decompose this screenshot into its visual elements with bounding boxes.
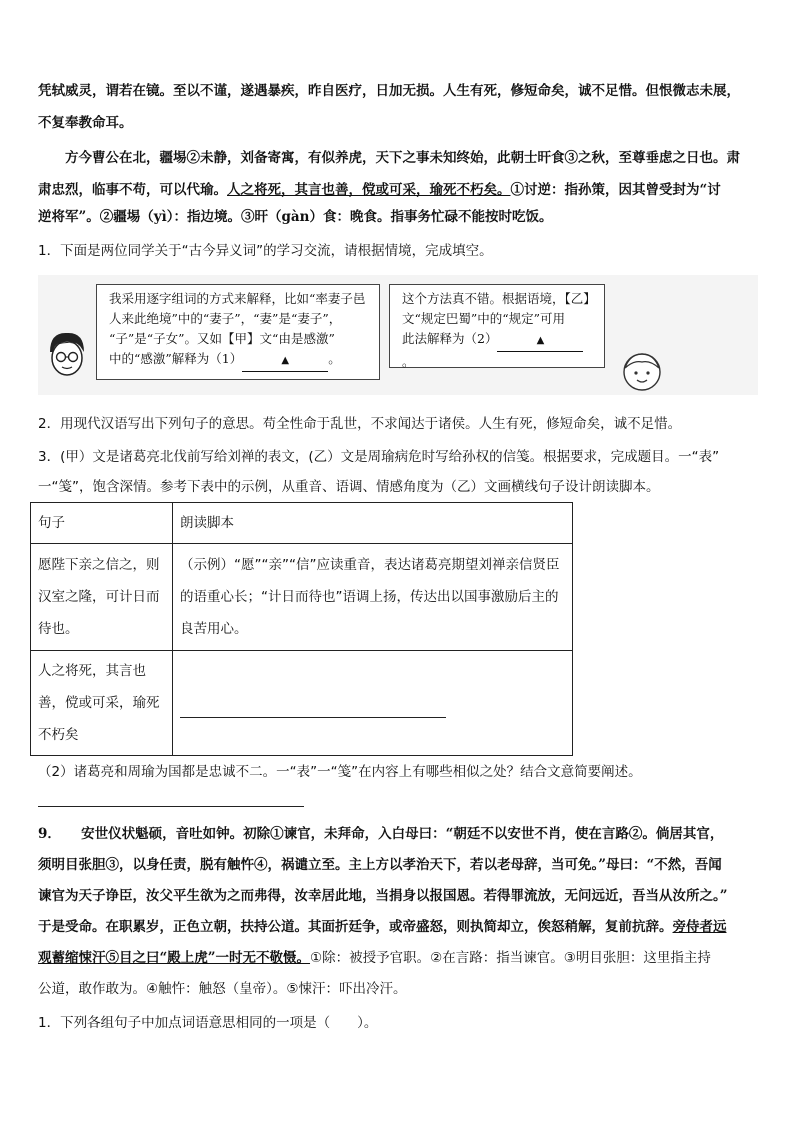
table-header-sentence: 句子 (31, 503, 173, 544)
passage-line: 凭轼威灵，谓若在镜。至以不谨，遂遇暴疾，昨自医疗，日加无损。人生有死，修短命矣，诚不足惜。但恨微志未展， (38, 83, 740, 99)
annotation-line: 公道，敢作敢为。④触忤：触怒（皇帝）。⑤悚汗：吓出冷汗。 (38, 981, 407, 997)
bubble-text: 此法解释为（2） ▲。 (402, 329, 592, 372)
bubble-text: 中的“感激”解释为（1） ▲ 。 (109, 349, 367, 372)
annotation-text: ①讨逆：指孙策，因其曾受封为“讨 (510, 182, 721, 198)
annotation-text: ①除：被授予官职。②在言路：指当谏官。③明目张胆：这里指主持 (310, 950, 711, 966)
underlined-sentence: 观蓄缩悚汗⑤目之曰“殿上虎”一时无不敬慑。 (38, 950, 311, 966)
question-9-line (38, 941, 756, 975)
passage-text: 肃忠烈，临事不苟，可以代瑜。 (38, 182, 227, 198)
answer-line[interactable] (38, 806, 304, 807)
answer-blank: ▲ (497, 331, 583, 352)
bubble-text: “子”是“子女”。又如【甲】文“由是感激” (109, 331, 335, 346)
girl-face-icon (620, 350, 664, 398)
question-1: 1．下面是两位同学关于“古今异义词”的学习交流，请根据情境，完成填空。 (38, 243, 493, 259)
boy-face-icon (44, 330, 90, 384)
speech-bubble-left (96, 284, 380, 380)
reading-script-table (30, 502, 573, 756)
bubble-text: 这个方法真不错。根据语境，【乙】 (402, 291, 596, 306)
question-9-line: 谏官为天子诤臣，汝父平生欲为之而弗得，汝幸居此地，当捐身以报国恩。若得罪流放，无问远近，吾当从汝所之。” (38, 888, 728, 904)
bubble-text: 我采用逐字组词的方式来解释，比如“率妻子邑 (109, 291, 366, 306)
underlined-sentence: 旁侍者远 (672, 919, 727, 935)
underlined-sentence: 人之将死，其言也善，傥或可采，瑜死不朽矣。 (227, 182, 511, 198)
table-header-script: 朗读脚本 (173, 503, 573, 544)
question-9-line (38, 910, 756, 944)
passage-line: 方今曹公在北，疆埸②未静，刘备寄寓，有似养虎，天下之事未知终始，此朝士旰食③之秋，至尊垂虑之日也。肃 (65, 150, 740, 166)
table-cell-script: （示例）“愿”“亲”“信”应读重音，表达诸葛亮期望刘禅亲信贤臣的语重心长；“计日而待也”语调上扬，传达出以国事激励后主的良苦用心。 (173, 544, 573, 651)
bubble-text: 人来此绝境”中的“妻子”，“妻”是“妻子”， (109, 311, 342, 326)
passage-line: 不复奉教命耳。 (38, 115, 133, 131)
answer-blank: ▲ (242, 351, 328, 372)
answer-line[interactable] (180, 689, 446, 718)
table-cell-sentence: 愿陛下亲之信之，则汉室之隆，可计日而待也。 (31, 544, 173, 651)
question-9-line: 9． 安世仪状魁硕，音吐如钟。初除①谏官，未拜命，入白母曰：“朝廷不以安世不肖，使在言路②。倘居其官， (38, 826, 724, 842)
question-3-line2: 一“笺”，饱含深情。参考下表中的示例，从重音、语调、情感角度为（乙）文画横线句子设计朗读脚本。 (38, 479, 660, 495)
table-cell-answer[interactable] (173, 651, 573, 756)
speech-bubble-right (389, 284, 605, 368)
question-3-line1: 3．(甲）文是诸葛亮北伐前写给刘禅的表文，(乙）文是周瑜病危时写给孙权的信笺。根据要求，完成题目。一“表” (38, 449, 720, 465)
table-cell-sentence: 人之将死，其言也善，傥或可采，瑜死不朽矣 (31, 651, 173, 756)
question-3-2: （2）诸葛亮和周瑜为国都是忠诚不二。一“表”一“笺”在内容上有哪些相似之处？结合文意简要阐述。 (38, 764, 642, 780)
passage-text: 于是受命。在职累岁，正色立朝，扶持公道。其面折廷争，或帝盛怒，则执简却立，俟怒稍解，复前抗辞。 (38, 919, 673, 935)
passage-line: 逆将军”。②疆埸（yì）：指边境。③旰（gàn）食：晚食。指事务忙碌不能按时吃饭。 (38, 209, 553, 225)
bubble-text: 文“规定巴蜀”中的“规定”可用 (402, 311, 566, 326)
question-9-sub1: 1．下列各组句子中加点词语意思相同的一项是（ ）。 (38, 1015, 378, 1031)
question-2: 2．用现代汉语写出下列句子的意思。苟全性命于乱世，不求闻达于诸侯。人生有死，修短命矣，诚不足惜。 (38, 416, 682, 432)
question-9-line: 须明目张胆③，以身任责，脱有触忤④，祸谴立至。主上方以孝治天下，若以老母辞，当可免。”母曰：“不然，吾闻 (38, 857, 722, 873)
